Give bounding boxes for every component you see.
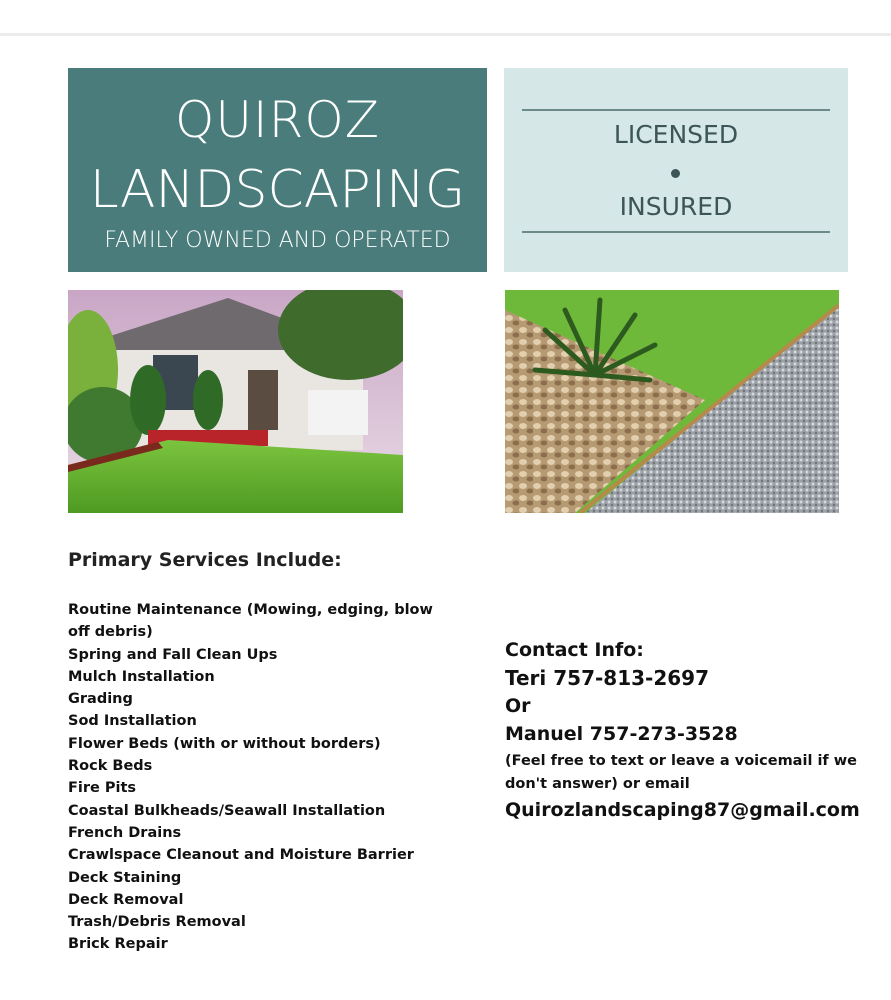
service-item: Mulch Installation [68, 668, 215, 685]
service-item: Sod Installation [68, 713, 197, 730]
divider-bottom [522, 231, 830, 233]
insured-label: INSURED [619, 192, 733, 221]
services-list [68, 599, 448, 956]
service-item: Spring and Fall Clean Ups [68, 646, 278, 663]
service-item: Coastal Bulkheads/Seawall Installation [68, 802, 386, 819]
service-item: Trash/Debris Removal [68, 914, 246, 931]
top-bar [0, 0, 891, 36]
credentials-panel [504, 68, 848, 272]
divider-top [522, 109, 830, 111]
service-item: Fire Pits [68, 780, 137, 797]
company-title-banner [68, 68, 487, 272]
rock-bed-photo [505, 290, 839, 513]
house-lawn-photo [68, 290, 403, 513]
company-name-line1: QUIROZ [174, 91, 381, 149]
service-item: Brick Repair [68, 936, 168, 953]
contact-heading: Contact Info: [505, 639, 644, 661]
contact-note: (Feel free to text or leave a voicemail if we don't answer) or email [505, 753, 858, 792]
contact-info [505, 636, 865, 824]
service-item: Flower Beds (with or without borders) [68, 735, 381, 752]
service-item: Routine Maintenance (Mowing, edging, blow off debris) [68, 602, 433, 641]
service-item: Crawlspace Cleanout and Moisture Barrier [68, 847, 414, 864]
service-item: Deck Removal [68, 891, 184, 908]
service-item: French Drains [68, 824, 182, 841]
contact-email: Quirozlandscaping87@gmail.com [505, 799, 860, 821]
contact-teri-phone: Teri 757-813-2697 [505, 666, 709, 690]
bullet-dot-icon [671, 169, 680, 178]
service-item: Grading [68, 691, 133, 708]
licensed-label: LICENSED [613, 120, 739, 149]
services-heading: Primary Services Include: [68, 549, 342, 571]
tagline: FAMILY OWNED AND OPERATED [104, 228, 451, 253]
contact-manuel-phone: Manuel 757-273-3528 [505, 723, 738, 745]
contact-or: Or [505, 695, 531, 717]
service-item: Deck Staining [68, 869, 182, 886]
company-name-line2: LANDSCAPING [89, 160, 466, 220]
service-item: Rock Beds [68, 758, 153, 775]
